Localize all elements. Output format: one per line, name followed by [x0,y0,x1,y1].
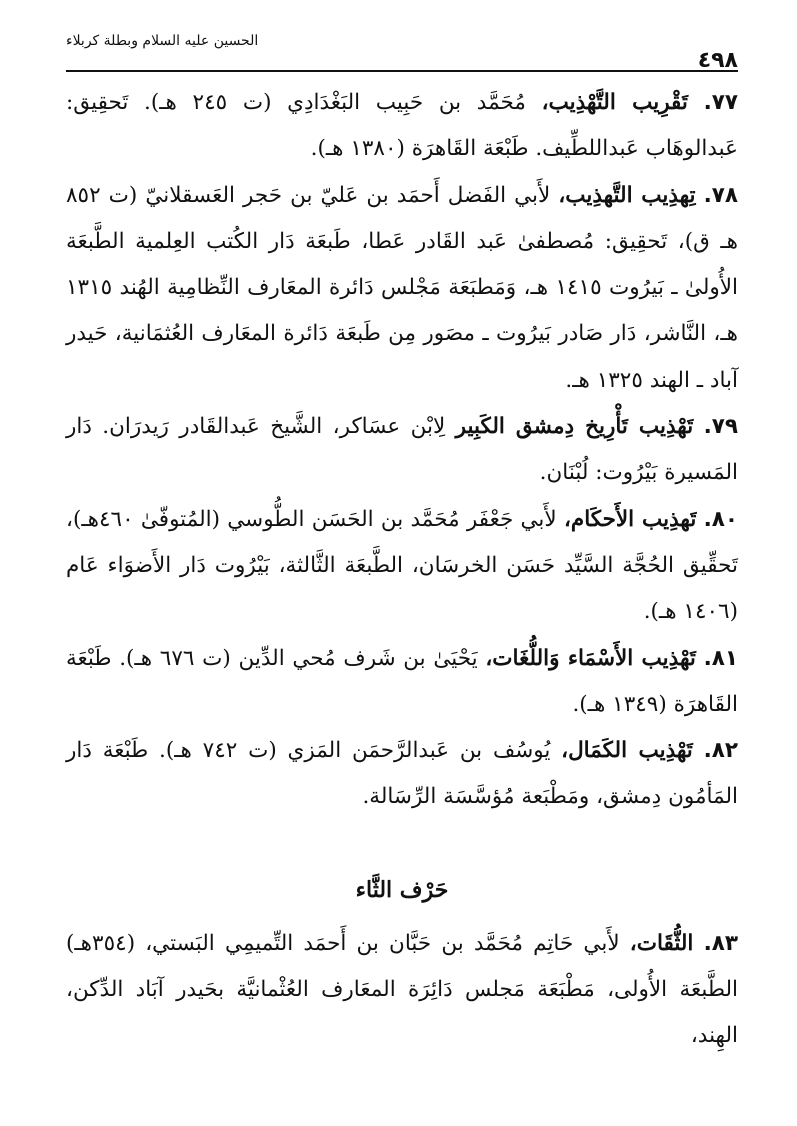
running-title: الحسين عليه السلام وبطلة كربلاء [66,33,259,49]
entry-title: تِهذِيب التَّهذِيب، [558,182,696,208]
entry-number: ٨٢. [703,738,738,764]
bibliography-entry [66,404,738,497]
entry-text: يَحْيَىٰ بن شَرف مُحي الدِّين (ت ٦٧٦ هـ). طَبْعَة القَاهرَة (١٣٤٩ هـ). [66,645,738,717]
bibliography-entry [66,636,738,729]
bibliography-entry [66,80,738,173]
entry-number: ٨١. [703,645,738,671]
entry-title: تَهْذِيب تَأْرِيخ دِمشق الكَبِير [455,414,694,440]
entry-number: ٨٠. [703,506,738,532]
entry-title: تَهذِيب الأَحكَام، [563,506,697,532]
entry-number: ٧٧. [703,90,738,115]
entry-title: تَهْذِيب الأَسْمَاء وَاللُّغَات، [485,645,696,671]
entry-text: لأَبي جَعْفَر مُحَمَّد بن الحَسَن الطُّوسي (المُتوفّىٰ ٤٦٠هـ)، تَحقِّيق الحُجَّة السَّيِّد حَسَن الخرسَان، الطَّبعَة الثَّالثة، بَيْرُوت دَار الأَضوَاء عَام (١٤٠٦ هـ). [66,506,738,625]
bibliography-entry [66,497,738,636]
entry-title: الثُّقَات، [629,930,694,956]
bibliography-entry [66,921,738,1060]
page-header [66,32,738,73]
section-heading: حَرْف الثَّاء [355,876,449,903]
entry-number: ٧٩. [703,414,738,440]
entry-text: لأَبي حَاتِم مُحَمَّد بن حَبَّان بن أَحمَد التِّميمِي البَستي، (٣٥٤هـ) الطَّبعَة الأُولى، مَطْبَعَة مَجلس دَائِرَة المعَارف العُثْمانيَّة بحَيدر آبَاد الدِّكن، الهِند، [66,930,738,1049]
entry-title: تَهْذِيب الكَمَال، [561,738,693,764]
page-number: ٤٩٨ [697,48,738,73]
entry-text: مُحَمَّد بن حَبِيب البَغْدَادِي (ت ٢٤٥ هـ). تَحقِيق: عَبدالوهَاب عَبداللطِّيف. طَبْعَة القَاهرَة (١٣٨٠ هـ). [66,90,738,162]
entry-text: لِابْن عسَاكر، الشَّيخ عَبدالقَادر رَيدرَان. دَار المَسيرة بَيْرُوت: لُبْنَان. [66,414,738,486]
entry-title: تَقْرِيب التَّهْذِيب، [541,90,688,115]
bibliography-entry [66,728,738,821]
bibliography-entry [66,173,738,404]
entry-number: ٧٨. [703,182,738,208]
entry-text: يُوسُف بن عَبدالرَّحمَن المَزي (ت ٧٤٢ هـ). طَبْعَة دَار المَأمُون دِمشق، ومَطْبَعة مُؤسَّسَة الرِّسَالة. [66,738,738,810]
entry-number: ٨٣. [703,930,738,956]
header-rule [66,70,738,72]
bibliography-content [66,80,738,1060]
entry-text: لأَبي الفَضل أَحمَد بن عَليّ بن حَجر العَسقلانيّ (ت ٨٥٢ هـ ق)، تَحقِيق: مُصطفىٰ عَبد القَادر عَطا، طَبعَة دَار الكُتب العِلمية الطَّبعَة الأُولىٰ ـ بَيرُوت ١٤١٥ هـ، وَمَطبَعَة مَجْلس دَائرة المعَارف النِّظامِية الهُند ١٣١٥ هـ، النَّاشر، دَار صَادر بَيرُوت ـ مصَور مِن طَبعَة دَائرة المعَارف العُثمَانية، حَيدر آباد ـ الهند ١٣٢٥ هـ. [66,182,738,393]
